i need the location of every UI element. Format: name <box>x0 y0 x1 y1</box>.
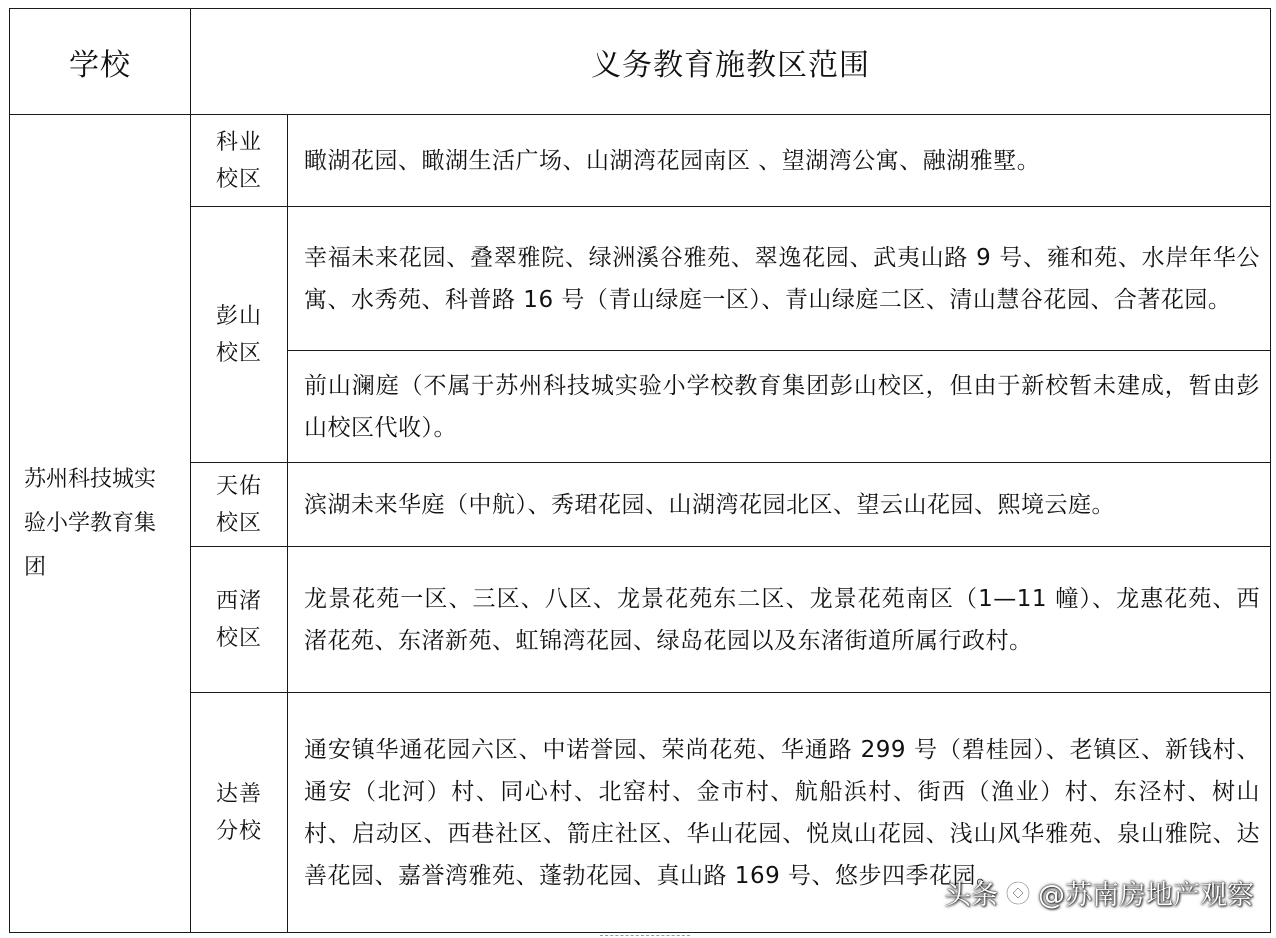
table-header-row <box>10 9 1271 115</box>
school-name-cell <box>10 115 191 933</box>
campus-name-line: 西渚 <box>215 588 262 614</box>
range-cell: 瞰湖花园、瞰湖生活广场、山湖湾花园南区 、望湖湾公寓、融湖雅墅。 <box>288 115 1271 207</box>
campus-name-line: 校区 <box>215 166 262 192</box>
range-cell: 通安镇华通花园六区、中诺誉园、荣尚花苑、华通路 299 号（碧桂园）、老镇区、新钱村、通安（北河）村、同心村、北窑村、金市村、航船浜村、街西（渔业）村、东泾村、树山村、启动区、西巷社区、箭庄社区、华山花园、悦岚山花园、浅山风华雅苑、泉山雅院、达善花园、嘉誉湾雅苑、蓬勃花园、真山路 169 号、悠步四季花园。 <box>288 693 1271 933</box>
header-school: 学校 <box>10 9 191 115</box>
table-row <box>10 207 1271 351</box>
campus-name-line: 校区 <box>215 340 262 366</box>
table-row <box>10 463 1271 547</box>
range-cell: 龙景花苑一区、三区、八区、龙景花苑东二区、龙景花苑南区（1—11 幢）、龙惠花苑、西渚花苑、东渚新苑、虹锦湾花园、绿岛花园以及东渚街道所属行政村。 <box>288 547 1271 693</box>
table-row <box>10 115 1271 207</box>
campus-name-cell <box>191 547 288 693</box>
campus-name-line: 科业 <box>215 129 262 155</box>
header-range: 义务教育施教区范围 <box>191 9 1271 115</box>
school-name-line: 验小学教育集 <box>24 510 157 536</box>
campus-name-line: 达善 <box>215 781 262 807</box>
campus-name-cell <box>191 693 288 933</box>
campus-name-line: 天佑 <box>215 473 262 499</box>
campus-name-line: 校区 <box>215 510 262 536</box>
table-row <box>10 547 1271 693</box>
school-name-line: 苏州科技城实 <box>24 466 157 492</box>
range-cell: 滨湖未来华庭（中航）、秀珺花园、山湖湾花园北区、望云山花园、熙境云庭。 <box>288 463 1271 547</box>
school-name-line: 团 <box>24 554 47 580</box>
school-zone-table <box>9 8 1271 933</box>
range-cell: 幸福未来花园、叠翠雅院、绿洲溪谷雅苑、翠逸花园、武夷山路 9 号、雍和苑、水岸年华公寓、水秀苑、科普路 16 号（青山绿庭一区）、青山绿庭二区、清山慧谷花园、合著花园。 <box>288 207 1271 351</box>
watermark-handle: @苏南房地产观察 <box>1038 880 1254 911</box>
campus-name-cell <box>191 115 288 207</box>
campus-name-line: 校区 <box>215 625 262 651</box>
range-cell: 前山澜庭（不属于苏州科技城实验小学校教育集团彭山校区，但由于新校暂未建成，暂由彭山校区代收）。 <box>288 351 1271 463</box>
campus-name-cell <box>191 207 288 463</box>
campus-name-line: 分校 <box>215 818 262 844</box>
watermark-prefix: 头条 <box>944 880 998 911</box>
campus-name-cell <box>191 463 288 547</box>
watermark <box>944 873 1254 912</box>
campus-name-line: 彭山 <box>215 303 262 329</box>
toutiao-logo-icon <box>1004 879 1032 907</box>
